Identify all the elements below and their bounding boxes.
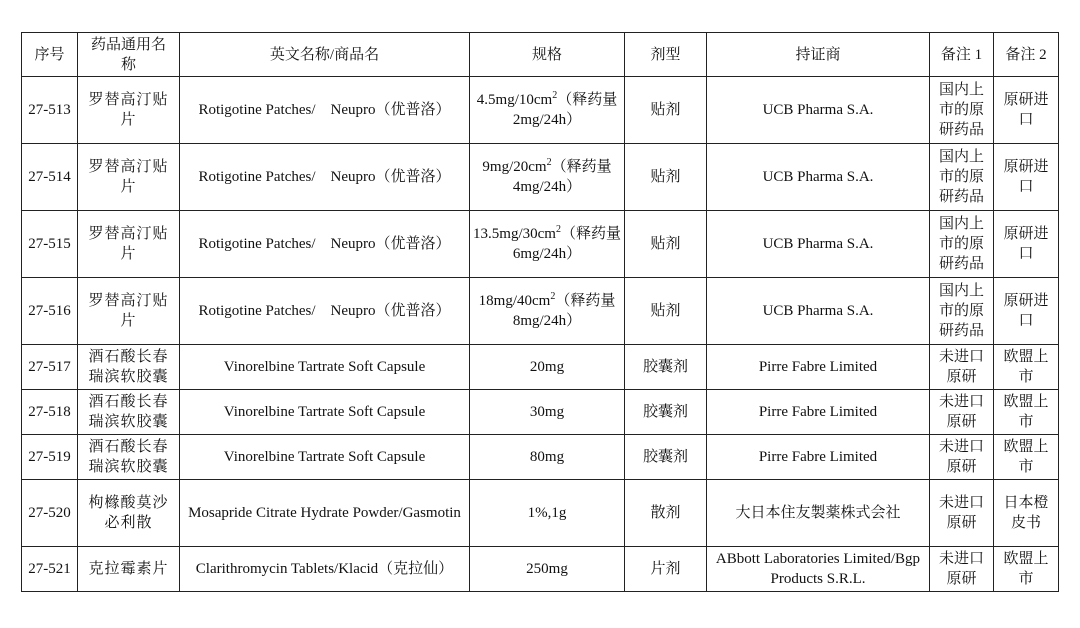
header-form: 剂型 (625, 33, 707, 77)
row-form: 贴剂 (625, 144, 707, 211)
row-spec (470, 278, 625, 345)
row-en-name (180, 435, 470, 480)
header-spec: 规格 (470, 33, 625, 77)
row-no: 27-513 (22, 77, 78, 144)
row-spec-release: （释药量 4mg/24h） (512, 159, 612, 195)
row-cn-name: 酒石酸长春瑞滨软胶囊 (78, 435, 180, 480)
row-en-name (180, 211, 470, 278)
row-note1: 国内上市的原研药品 (930, 211, 994, 278)
row-spec (470, 390, 625, 435)
row-note1: 国内上市的原研药品 (930, 144, 994, 211)
header-row (22, 33, 1059, 77)
row-en-name (180, 144, 470, 211)
table-row (22, 390, 1059, 435)
row-holder: ABbott Laboratories Limited/Bgp Products S.R.L. (707, 547, 930, 592)
row-no: 27-516 (22, 278, 78, 345)
row-holder: UCB Pharma S.A. (707, 144, 930, 211)
row-form: 贴剂 (625, 77, 707, 144)
row-holder: UCB Pharma S.A. (707, 77, 930, 144)
row-spec-value: 18mg/40cm (478, 293, 551, 309)
row-note1: 未进口原研 (930, 547, 994, 592)
row-note2: 原研进口 (994, 211, 1059, 278)
row-spec-value: 9mg/20cm (482, 159, 547, 175)
header-note1: 备注 1 (930, 33, 994, 77)
row-note2: 原研进口 (994, 77, 1059, 144)
row-spec-value: 1%,1g (527, 505, 567, 521)
row-spec-value: 250mg (526, 561, 568, 577)
row-spec (470, 547, 625, 592)
row-cn-name: 罗替高汀贴片 (78, 278, 180, 345)
row-form: 胶囊剂 (625, 435, 707, 480)
table-row (22, 278, 1059, 345)
row-holder: Pirre Fabre Limited (707, 435, 930, 480)
table-row (22, 345, 1059, 390)
header-en-name: 英文名称/商品名 (180, 33, 470, 77)
row-note2: 欧盟上市 (994, 547, 1059, 592)
row-spec-value: 80mg (529, 449, 565, 465)
row-en-name (180, 345, 470, 390)
table-row (22, 547, 1059, 592)
row-en-name (180, 547, 470, 592)
row-note2: 原研进口 (994, 144, 1059, 211)
table-body (22, 77, 1059, 592)
row-spec-superscript: 2 (552, 90, 558, 101)
row-form: 片剂 (625, 547, 707, 592)
row-spec (470, 345, 625, 390)
row-cn-name: 罗替高汀贴片 (78, 77, 180, 144)
row-no: 27-521 (22, 547, 78, 592)
table-row (22, 480, 1059, 547)
row-cn-name: 酒石酸长春瑞滨软胶囊 (78, 345, 180, 390)
row-cn-name: 枸橼酸莫沙必利散 (78, 480, 180, 547)
row-en-name-text: Clarithromycin Tablets/Klacid（克拉仙） (195, 561, 454, 577)
row-spec-value: 13.5mg/30cm (473, 226, 556, 242)
row-no: 27-519 (22, 435, 78, 480)
row-spec-release: （释药量 6mg/24h） (512, 226, 621, 262)
row-form: 贴剂 (625, 278, 707, 345)
row-spec-value: 30mg (529, 404, 565, 420)
row-en-name-text: Rotigotine Patches/ Neupro（优普洛） (198, 236, 451, 252)
header-note2: 备注 2 (994, 33, 1059, 77)
row-spec-superscript: 2 (546, 157, 552, 168)
row-en-name (180, 480, 470, 547)
row-no: 27-514 (22, 144, 78, 211)
row-holder: 大日本住友製薬株式会社 (707, 480, 930, 547)
row-spec-superscript: 2 (555, 224, 561, 235)
row-spec (470, 77, 625, 144)
row-en-name-text: Vinorelbine Tartrate Soft Capsule (223, 449, 426, 465)
row-form: 胶囊剂 (625, 390, 707, 435)
row-en-name-text: Rotigotine Patches/ Neupro（优普洛） (198, 169, 451, 185)
row-cn-name: 酒石酸长春瑞滨软胶囊 (78, 390, 180, 435)
row-no: 27-515 (22, 211, 78, 278)
row-note1: 国内上市的原研药品 (930, 77, 994, 144)
table-row (22, 77, 1059, 144)
row-en-name-text: Rotigotine Patches/ Neupro（优普洛） (198, 102, 451, 118)
row-spec-value: 4.5mg/10cm (476, 92, 553, 108)
header-holder: 持证商 (707, 33, 930, 77)
row-note1: 未进口原研 (930, 345, 994, 390)
row-en-name (180, 278, 470, 345)
row-spec-release: （释药量 2mg/24h） (512, 92, 618, 128)
row-note2: 欧盟上市 (994, 345, 1059, 390)
row-note1: 未进口原研 (930, 390, 994, 435)
row-holder: UCB Pharma S.A. (707, 278, 930, 345)
row-en-name-text: Mosapride Citrate Hydrate Powder/Gasmotin (188, 505, 461, 521)
row-no: 27-517 (22, 345, 78, 390)
row-note1: 国内上市的原研药品 (930, 278, 994, 345)
row-note2: 原研进口 (994, 278, 1059, 345)
row-form: 胶囊剂 (625, 345, 707, 390)
table-row (22, 435, 1059, 480)
row-no: 27-520 (22, 480, 78, 547)
row-form: 贴剂 (625, 211, 707, 278)
row-spec-superscript: 2 (550, 291, 556, 302)
row-en-name-text: Rotigotine Patches/ Neupro（优普洛） (198, 303, 451, 319)
row-cn-name: 罗替高汀贴片 (78, 144, 180, 211)
header-cn-name: 药品通用名称 (78, 33, 180, 77)
row-holder: Pirre Fabre Limited (707, 345, 930, 390)
row-en-name (180, 77, 470, 144)
row-spec (470, 435, 625, 480)
row-cn-name: 克拉霉素片 (78, 547, 180, 592)
row-holder: UCB Pharma S.A. (707, 211, 930, 278)
row-spec-value: 20mg (529, 359, 565, 375)
row-cn-name: 罗替高汀贴片 (78, 211, 180, 278)
row-holder: Pirre Fabre Limited (707, 390, 930, 435)
row-note1: 未进口原研 (930, 480, 994, 547)
table-row (22, 144, 1059, 211)
table-row (22, 211, 1059, 278)
row-en-name-text: Vinorelbine Tartrate Soft Capsule (223, 404, 426, 420)
row-form: 散剂 (625, 480, 707, 547)
row-spec (470, 211, 625, 278)
row-note2: 欧盟上市 (994, 390, 1059, 435)
row-no: 27-518 (22, 390, 78, 435)
header-no: 序号 (22, 33, 78, 77)
row-en-name-text: Vinorelbine Tartrate Soft Capsule (223, 359, 426, 375)
row-spec-release: （释药量 8mg/24h） (512, 293, 616, 329)
row-note2: 日本橙皮书 (994, 480, 1059, 547)
row-spec (470, 480, 625, 547)
row-en-name (180, 390, 470, 435)
row-note2: 欧盟上市 (994, 435, 1059, 480)
row-spec (470, 144, 625, 211)
row-note1: 未进口原研 (930, 435, 994, 480)
drug-list-table (21, 32, 1059, 592)
